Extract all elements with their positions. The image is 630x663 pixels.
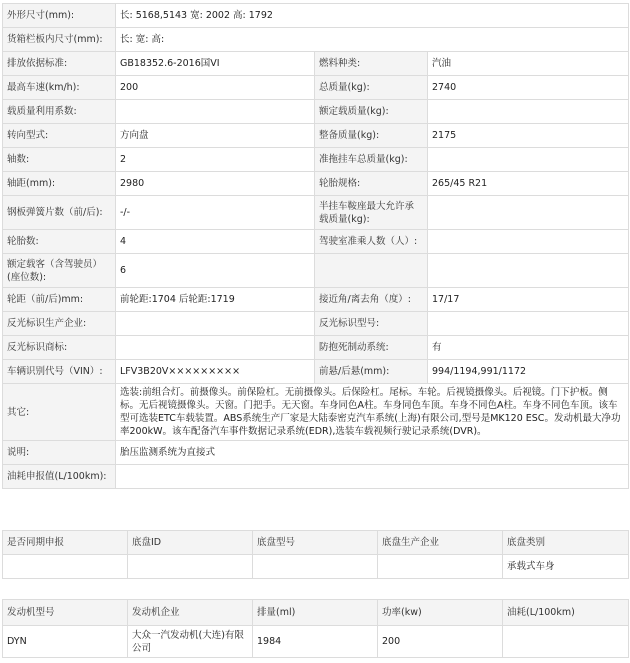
spec-label: 反光标识型号: — [315, 312, 428, 336]
spec-label: 驾驶室准乘人数（人）: — [315, 230, 428, 254]
chassis-header-cell: 底盘类别 — [503, 531, 629, 555]
spec-row — [3, 254, 629, 288]
spec-label: 其它: — [3, 384, 116, 441]
chassis-header-cell: 是否同期申报 — [3, 531, 128, 555]
chassis-cell — [3, 555, 128, 579]
spec-label: 钢板弹簧片数（前/后): — [3, 196, 116, 230]
vehicle-spec-table — [2, 3, 629, 489]
spec-value: 长: 5168,5143 宽: 2002 高: 1792 — [116, 4, 629, 28]
spec-value — [116, 465, 629, 489]
spec-value: 994/1194,991/1172 — [428, 360, 629, 384]
spec-value — [428, 230, 629, 254]
chassis-header-cell: 底盘生产企业 — [378, 531, 503, 555]
spec-label: 轴数: — [3, 148, 116, 172]
spec-row — [3, 312, 629, 336]
spec-row — [3, 52, 629, 76]
spec-row — [3, 336, 629, 360]
spec-label: 准拖挂车总质量(kg): — [315, 148, 428, 172]
spec-label: 半挂车鞍座最大允许承载质量(kg): — [315, 196, 428, 230]
spec-row — [3, 196, 629, 230]
chassis-cell — [128, 555, 253, 579]
engine-cell: 大众一汽发动机(大连)有限公司 — [128, 626, 253, 658]
spec-label: 轮距（前/后)mm: — [3, 288, 116, 312]
chassis-header-cell: 底盘型号 — [253, 531, 378, 555]
engine-cell: DYN — [3, 626, 128, 658]
spec-label: 排放依据标准: — [3, 52, 116, 76]
spec-value — [116, 336, 315, 360]
spec-label: 接近角/离去角（度）: — [315, 288, 428, 312]
spec-value: 4 — [116, 230, 315, 254]
chassis-data-row — [3, 555, 629, 579]
engine-cell: 200 — [378, 626, 503, 658]
spec-row — [3, 384, 629, 441]
engine-cell — [503, 626, 629, 658]
spec-value — [428, 148, 629, 172]
spec-value: 6 — [116, 254, 315, 288]
spec-label: 反光标识商标: — [3, 336, 116, 360]
spec-row — [3, 465, 629, 489]
spec-value: 2175 — [428, 124, 629, 148]
spec-label: 车辆识别代号（VIN）: — [3, 360, 116, 384]
engine-header-cell: 发动机企业 — [128, 600, 253, 626]
chassis-cell — [378, 555, 503, 579]
chassis-header-row — [3, 531, 629, 555]
spec-label: 轮胎规格: — [315, 172, 428, 196]
chassis-cell: 承载式车身 — [503, 555, 629, 579]
spec-value — [428, 254, 629, 288]
spec-value: -/- — [116, 196, 315, 230]
spec-row — [3, 4, 629, 28]
spec-row — [3, 230, 629, 254]
chassis-cell — [253, 555, 378, 579]
engine-header-row — [3, 600, 629, 626]
spec-label: 整备质量(kg): — [315, 124, 428, 148]
spec-value: LFV3B20V××××××××× — [116, 360, 315, 384]
spec-label: 前悬/后悬(mm): — [315, 360, 428, 384]
spec-label: 货箱栏板内尺寸(mm): — [3, 28, 116, 52]
spec-value: 前轮距:1704 后轮距:1719 — [116, 288, 315, 312]
chassis-table — [2, 530, 629, 579]
spec-label: 油耗申报值(L/100km): — [3, 465, 116, 489]
spec-value: 汽油 — [428, 52, 629, 76]
engine-header-cell: 发动机型号 — [3, 600, 128, 626]
spec-value: 有 — [428, 336, 629, 360]
spec-value: 选装:前组合灯。前摄像头。前保险杠。无前摄像头。后保险杠。尾标。车轮。后视镜摄像头。后视镜。门下护板。侧标。无后视镜摄像头。天窗。门把手。无天窗。车身同色A柱。车身同色车顶。车身不同色A柱。车身不同色车顶。该车型可选装ETC车载装置。ABS系统生产厂家是大陆泰密克汽车系统(上海)有限公司,型号是MK120 ESC。发动机最大净功率200kW。该车配备汽车事件数据记录系统(EDR),选装车载视频行驶记录系统(DVR)。 — [116, 384, 629, 441]
spec-row — [3, 28, 629, 52]
spec-label: 转向型式: — [3, 124, 116, 148]
spec-label: 轮胎数: — [3, 230, 116, 254]
spec-label: 反光标识生产企业: — [3, 312, 116, 336]
spec-label: 说明: — [3, 441, 116, 465]
spec-value — [116, 100, 315, 124]
spec-value: 2740 — [428, 76, 629, 100]
spec-label: 额定载客（含驾驶员）(座位数): — [3, 254, 116, 288]
spec-value: 17/17 — [428, 288, 629, 312]
spec-row — [3, 172, 629, 196]
spec-label: 燃料种类: — [315, 52, 428, 76]
engine-data-row — [3, 626, 629, 658]
chassis-header-cell: 底盘ID — [128, 531, 253, 555]
spec-value: GB18352.6-2016国VI — [116, 52, 315, 76]
engine-cell: 1984 — [253, 626, 378, 658]
spec-label: 载质量利用系数: — [3, 100, 116, 124]
spec-label: 轴距(mm): — [3, 172, 116, 196]
spec-label — [315, 254, 428, 288]
spec-label: 防抱死制动系统: — [315, 336, 428, 360]
spec-label: 外形尺寸(mm): — [3, 4, 116, 28]
spec-row — [3, 124, 629, 148]
engine-header-cell: 油耗(L/100km) — [503, 600, 629, 626]
spec-value: 2980 — [116, 172, 315, 196]
spec-row — [3, 441, 629, 465]
spec-value: 胎压监测系统为直接式 — [116, 441, 629, 465]
engine-header-cell: 排量(ml) — [253, 600, 378, 626]
spec-label: 额定载质量(kg): — [315, 100, 428, 124]
engine-table — [2, 599, 629, 658]
spec-value — [428, 100, 629, 124]
spec-row — [3, 148, 629, 172]
spec-row — [3, 100, 629, 124]
spec-label: 总质量(kg): — [315, 76, 428, 100]
spec-row — [3, 360, 629, 384]
spec-value: 265/45 R21 — [428, 172, 629, 196]
spec-value: 长: 宽: 高: — [116, 28, 629, 52]
engine-header-cell: 功率(kw) — [378, 600, 503, 626]
spec-value: 200 — [116, 76, 315, 100]
spec-value — [428, 196, 629, 230]
spec-row — [3, 288, 629, 312]
spec-value — [428, 312, 629, 336]
spec-value: 2 — [116, 148, 315, 172]
spec-value: 方向盘 — [116, 124, 315, 148]
spec-row — [3, 76, 629, 100]
spec-label: 最高车速(km/h): — [3, 76, 116, 100]
spec-value — [116, 312, 315, 336]
